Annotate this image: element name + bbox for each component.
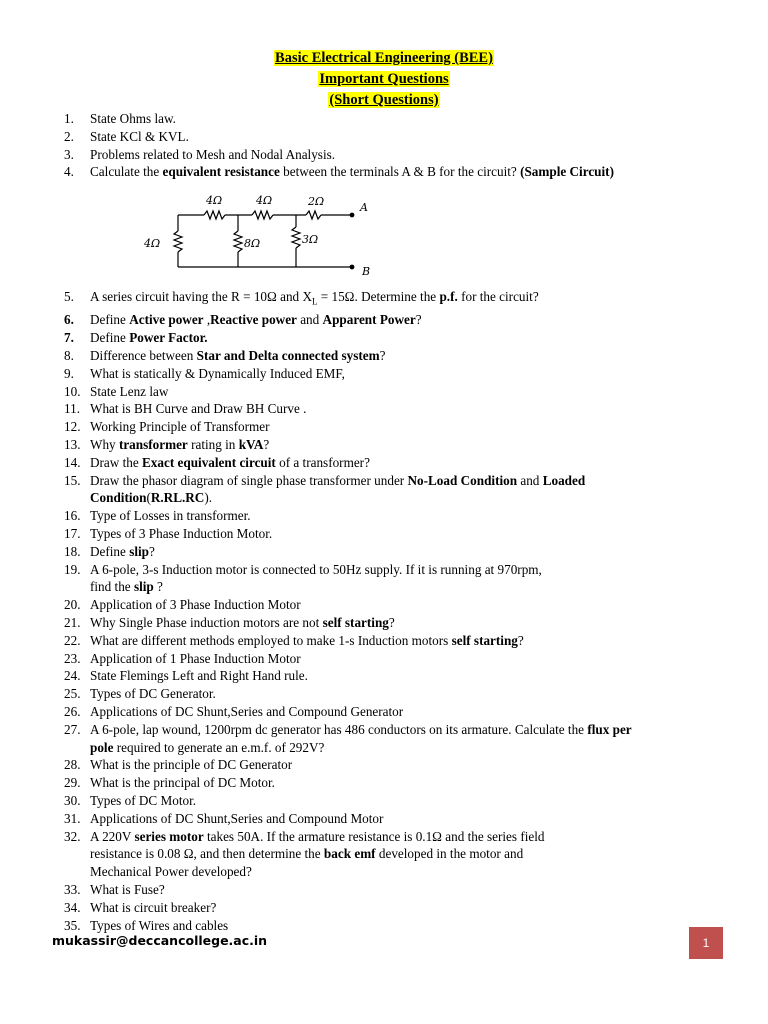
question-item	[64, 543, 724, 561]
question-text	[90, 792, 724, 810]
question-text-run: takes 50A. If the armature resistance is 0.1Ω and the series field	[203, 828, 545, 844]
question-text	[90, 828, 724, 881]
question-text	[90, 128, 724, 146]
question-text	[90, 311, 724, 329]
question-item	[64, 561, 724, 597]
question-item	[64, 614, 724, 632]
emphasized-text: No-Load Condition	[407, 472, 518, 488]
question-item	[64, 128, 724, 146]
question-number: 4.	[64, 164, 74, 180]
question-text-run: What is Fuse?	[90, 881, 165, 897]
question-number: 6.	[64, 312, 74, 328]
emphasized-text: Condition	[90, 490, 147, 506]
question-number: 1.	[64, 111, 74, 126]
question-text	[90, 436, 724, 454]
question-number: 14.	[64, 454, 81, 470]
question-text	[90, 163, 724, 288]
question-number: 34.	[64, 899, 81, 915]
question-text	[90, 561, 724, 597]
question-number: 32.	[64, 828, 81, 844]
question-text-run: What are different methods employed to make 1-ѕ Induction motors	[90, 632, 452, 648]
question-text	[90, 632, 724, 650]
question-item	[64, 721, 724, 757]
question-text	[90, 383, 724, 401]
question-number: 7.	[64, 330, 74, 346]
question-text	[90, 347, 724, 365]
question-number: 25.	[64, 686, 81, 702]
question-text-run: ?	[415, 312, 422, 328]
question-text-run: ).	[204, 490, 213, 506]
question-number: 29.	[64, 775, 81, 791]
question-text	[90, 110, 724, 128]
question-text-run: A series circuit having the R = 10Ω and X	[90, 288, 312, 304]
emphasized-text: Reactive power	[210, 312, 297, 328]
question-text-run: Applications of DC Shunt,Series and Compound Generator	[90, 703, 404, 719]
question-text-run: required to generate an e.m.f. of 292V?	[113, 739, 325, 755]
question-text-run: and	[517, 472, 543, 488]
question-text	[90, 881, 724, 899]
question-text-run: State KCl & KVL.	[90, 128, 189, 144]
question-text-run: Application of 1 Phase Induction Motor	[90, 650, 301, 666]
resistor-label: 4Ω	[144, 237, 161, 251]
emphasized-text: back emf	[323, 846, 376, 862]
emphasized-text: Star and Delta connected system	[196, 348, 380, 364]
question-text-run: rating in	[187, 437, 239, 452]
question-number: 12.	[64, 419, 81, 435]
question-text-run: Types of DC Motor.	[90, 792, 197, 808]
question-text-run: ?	[153, 579, 163, 595]
question-text-run: between the terminals A & B for the circuit?	[279, 164, 521, 180]
question-number: 33.	[64, 881, 81, 897]
question-text	[90, 288, 724, 311]
question-text	[90, 454, 724, 472]
emphasized-text: p.f.	[439, 288, 458, 304]
question-item	[64, 917, 724, 935]
question-text	[90, 543, 724, 561]
question-text-run: Problems related to Mesh and Nodal Analysis.	[90, 146, 336, 162]
question-text-run: Working Principle of Transformer	[90, 419, 270, 435]
question-text-run: find the	[90, 579, 134, 595]
question-number: 10.	[64, 383, 81, 399]
question-item	[64, 288, 724, 311]
question-number: 3.	[64, 146, 74, 162]
question-text-run: State Lenz law	[90, 383, 169, 399]
emphasized-text: Apparent Power	[322, 312, 416, 328]
question-number: 19.	[64, 561, 81, 577]
question-text-run: Draw the phasor diagram of single phase transformer under	[90, 472, 408, 488]
question-text-run: ?	[263, 437, 270, 452]
question-text-run: What is circuit breaker?	[90, 899, 217, 915]
question-item	[64, 472, 724, 508]
resistor-label: 2Ω	[308, 195, 325, 209]
question-text	[90, 721, 724, 757]
question-number: 5.	[64, 288, 74, 304]
question-text-run: developed in the motor and	[375, 846, 524, 862]
emphasized-text: series motor	[134, 828, 204, 844]
question-item	[64, 507, 724, 525]
question-text-run: What is the principal of DC Motor.	[90, 775, 275, 791]
question-item	[64, 810, 724, 828]
circuit-diagram	[130, 187, 410, 279]
question-text	[90, 667, 724, 685]
question-number: 17.	[64, 525, 81, 541]
question-text	[90, 614, 724, 632]
question-number: 9.	[64, 365, 74, 381]
question-number: 28.	[64, 757, 81, 773]
question-text-run: A 6-pole, lap wound, 1200rpm dc generator has 486 conductors on its armature. Calculate the	[90, 721, 588, 737]
resistor-label: 3Ω	[302, 233, 319, 247]
question-text	[90, 418, 724, 436]
question-item	[64, 454, 724, 472]
emphasized-text: slip	[129, 543, 149, 559]
question-item	[64, 365, 724, 383]
question-text	[90, 329, 724, 347]
question-text-run: ,	[203, 312, 211, 328]
question-number: 11.	[64, 401, 80, 417]
question-text-run: L	[311, 296, 318, 307]
question-text-run: What is statically & Dynamically Induced EMF,	[90, 365, 345, 381]
question-item	[64, 163, 724, 288]
question-text-run: A 6-pole, 3-ѕ Induction motor is connected to 50Hz supply. If it is running at 970rpm,	[90, 561, 542, 577]
question-item	[64, 881, 724, 899]
question-item	[64, 596, 724, 614]
emphasized-text: R.RL.RC	[150, 490, 205, 506]
emphasized-text: Loaded	[542, 472, 586, 488]
question-text	[90, 525, 724, 543]
question-text	[90, 810, 724, 828]
question-text-run: of a transformer?	[275, 454, 370, 470]
header-section-label: (Short Questions)	[329, 92, 439, 108]
question-number: 16.	[64, 508, 81, 524]
question-text	[90, 650, 724, 668]
emphasized-text: self starting	[322, 614, 389, 630]
question-text-run: Application of 3 Phase Induction Motor	[90, 597, 301, 613]
emphasized-text: (Sample Circuit)	[520, 164, 614, 180]
question-text-run: = 15Ω. Determine the	[317, 288, 440, 304]
question-text-run: State Ohms law.	[90, 111, 176, 126]
question-number: 2.	[64, 128, 74, 144]
question-text	[90, 146, 724, 164]
question-text	[90, 899, 724, 917]
question-item	[64, 774, 724, 792]
question-text	[90, 756, 724, 774]
terminal-b-label: B	[362, 265, 371, 279]
question-item	[64, 418, 724, 436]
question-item	[64, 703, 724, 721]
resistor-label: 4Ω	[206, 194, 223, 208]
resistor-label: 4Ω	[256, 194, 273, 208]
question-item	[64, 146, 724, 164]
emphasized-text: pole	[90, 739, 114, 755]
question-text-run: Types of Wires and cables	[90, 917, 229, 933]
page-number-badge: 1	[689, 927, 723, 959]
question-text-run: Types of 3 Phase Induction Motor.	[90, 525, 273, 541]
emphasized-text: Exact equivalent circuit	[142, 454, 276, 470]
question-item	[64, 436, 724, 454]
question-text-run: for the circuit?	[457, 288, 539, 304]
resistor-label: 8Ω	[244, 237, 261, 251]
question-text-run: Applications of DC Shunt,Series and Compound Motor	[90, 810, 384, 826]
question-text-run: (	[146, 490, 151, 506]
emphasized-text: slip	[133, 579, 154, 595]
question-text-run: Difference between	[90, 348, 197, 364]
question-number: 21.	[64, 614, 81, 630]
emphasized-text: self starting	[451, 632, 518, 648]
question-number: 27.	[64, 721, 81, 737]
header-subtitle: Important Questions	[319, 71, 449, 87]
question-text	[90, 507, 724, 525]
question-number: 35.	[64, 917, 81, 933]
question-item	[64, 311, 724, 329]
question-item	[64, 899, 724, 917]
question-text-run: ?	[517, 632, 524, 648]
question-item	[64, 667, 724, 685]
question-item	[64, 828, 724, 881]
emphasized-text: flux per	[587, 721, 632, 737]
question-text-run: resistance is 0.08 Ω, and then determine the	[90, 846, 324, 862]
question-item	[64, 110, 724, 128]
question-text	[90, 917, 724, 935]
question-number: 30.	[64, 792, 81, 808]
question-item	[64, 632, 724, 650]
question-item	[64, 400, 724, 418]
question-text-run: Mechanical Power developed?	[90, 864, 252, 880]
emphasized-text: Power Factor.	[129, 330, 208, 346]
question-text-run: Types of DC Generator.	[90, 686, 216, 702]
question-item	[64, 525, 724, 543]
question-text-run: Define	[90, 312, 130, 328]
question-text-run: Define	[90, 543, 130, 559]
question-number: 31.	[64, 810, 81, 826]
question-text-run: State Flemings Left and Right Hand rule.	[90, 668, 308, 684]
question-text-run: ?	[148, 543, 155, 559]
question-number: 13.	[64, 437, 81, 452]
emphasized-text: equivalent resistance	[162, 164, 280, 180]
question-number: 18.	[64, 543, 81, 559]
question-text	[90, 774, 724, 792]
question-text	[90, 400, 724, 418]
question-item	[64, 347, 724, 365]
question-text-run: Why	[90, 437, 119, 452]
question-number: 24.	[64, 668, 81, 684]
question-number: 22.	[64, 632, 81, 648]
question-item	[64, 756, 724, 774]
emphasized-text: Active power	[129, 312, 204, 328]
question-item	[64, 685, 724, 703]
question-text	[90, 685, 724, 703]
question-number: 15.	[64, 472, 81, 488]
question-text-run: Type of Losses in transformer.	[90, 508, 251, 524]
question-text-run: Why Single Phase induction motors are not	[90, 614, 323, 630]
footer-email: mukassir@deccancollege.ac.in	[52, 933, 268, 948]
question-text-run: What is the principle of DC Generator	[90, 757, 293, 773]
question-text-run: and	[296, 312, 323, 328]
question-text-run: A 220V	[90, 828, 135, 844]
question-item	[64, 792, 724, 810]
question-text	[90, 365, 724, 383]
emphasized-text: kVA	[238, 437, 264, 452]
question-text	[90, 703, 724, 721]
question-number: 20.	[64, 597, 81, 613]
emphasized-text: transformer	[118, 437, 188, 452]
question-text-run: ?	[388, 614, 395, 630]
question-number: 8.	[64, 348, 74, 364]
question-list	[64, 110, 724, 934]
question-item	[64, 650, 724, 668]
question-text-run: Calculate the	[90, 164, 163, 180]
document-header	[0, 48, 768, 111]
question-text-run: ?	[379, 348, 386, 364]
question-item	[64, 329, 724, 347]
question-text	[90, 596, 724, 614]
question-text-run: Draw the	[90, 454, 142, 470]
question-text	[90, 472, 724, 508]
question-number: 23.	[64, 650, 81, 666]
question-text-run: Define	[90, 330, 130, 346]
header-title: Basic Electrical Engineering (BEE)	[275, 50, 493, 66]
question-text-run: What is BH Curve and Draw BH Curve .	[90, 401, 307, 417]
question-number: 26.	[64, 703, 81, 719]
question-item	[64, 383, 724, 401]
terminal-a-label: A	[360, 201, 368, 215]
